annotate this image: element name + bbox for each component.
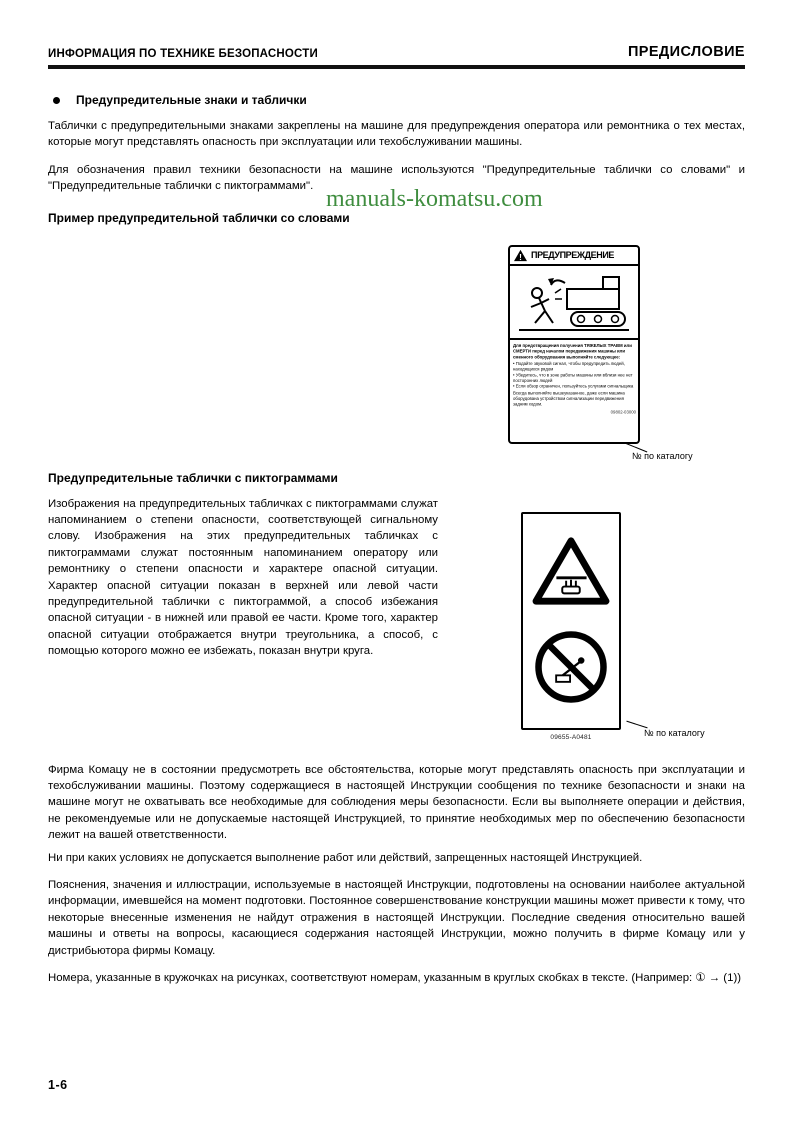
watermark-text: manuals-komatsu.com [326, 186, 543, 212]
warning-plate-outro: Всегда выполняйте вышеуказанное, даже если машина оборудована устройством сигнализации передвижения задним ходом. [513, 390, 625, 407]
warning-plate-bullet-3: • Если обзор ограничен, пользуйтесь услугами сигнальщика [513, 383, 634, 389]
warning-plate-small-text [510, 340, 638, 442]
header-section-title: ИНФОРМАЦИЯ ПО ТЕХНИКЕ БЕЗОПАСНОСТИ [48, 48, 318, 60]
section-heading-signs [48, 93, 745, 107]
paragraph-prohibited-work: Ни при каких условиях не допускается выполнение работ или действий, запрещенных настоящей Инструкцией. [48, 851, 643, 864]
section-heading-signs-label: Предупредительные знаки и таблички [76, 93, 307, 107]
warning-plate-bullet-1: • Подайте звуковой сигнал, чтобы предупредить людей, находящихся рядом [513, 360, 625, 372]
warning-plate-title: ПРЕДУПРЕЖДЕНИЕ [531, 250, 614, 261]
catalog-number-note: № по каталогу [644, 727, 705, 738]
warning-plate [508, 245, 640, 444]
warning-plate-part-number: 09802-03000 [610, 409, 636, 415]
paragraph-signs-2: Для обозначения правил техники безопасности на машине используются "Предупредительные таблички со словами" и "Предупредительные таблички с пиктограммами". [48, 163, 745, 193]
paragraph-pictogram: Изображения на предупредительных табличках с пиктограммами служат напоминанием о степени опасности, соответствующей сигнальному слову. Изображения на этих предупредительных табличках с пиктограммами служат постоянным напоминанием оператору или ремонтнику о степени опасности и характере опасной ситуации. Характер опасной ситуации показан в верхней или левой части предупредительной таблички с пиктограммой, а способ избежания опасной ситуации - в нижней или правой ее части. Кроме того, характер опасной ситуации отображается внутри треугольника, а способ, с помощью которого можно ее избежать, показан внутри круга. [48, 497, 438, 658]
page-number: 1-6 [48, 1078, 68, 1092]
word-warning-plate-figure [48, 225, 745, 467]
crush-hazard-pictogram [510, 266, 638, 340]
warning-plate-intro: Для предотвращения получения ТЯЖЕЛЫХ ТРАВМ или СМЕРТИ перед началом передвижения машины или сменного оборудования выполняйте следующее: [513, 342, 632, 359]
paragraph-circled-numbers: Номера, указанные в кружочках на рисунках, соответствуют номерам, указанным в круглых скобках в тексте. (Например: ① → (1)) [48, 972, 742, 985]
hand-crush-warning-triangle-icon [530, 535, 612, 607]
paragraph-signs-1: Таблички с предупредительными знаками закреплены на машине для предупреждения оператора или ремонтника о тех местах, которые могут представлять опасность при эксплуатации или техобслуживании машины. [48, 120, 745, 149]
heading-pictogram-labels: Предупредительные таблички с пиктограммами [48, 470, 338, 485]
prohibition-circle-icon [532, 628, 610, 706]
catalog-number-note: № по каталогу [632, 450, 693, 461]
pictogram-plate-figure [48, 496, 745, 752]
pictogram-plate [521, 512, 621, 730]
pictogram-plate-part-number: 09655-A0481 [550, 733, 592, 741]
header-chapter-title: ПРЕДИСЛОВИЕ [627, 44, 745, 60]
paragraph-liability: Фирма Комацу не в состоянии предусмотреть все обстоятельства, которые могут представлять опасность при эксплуатации и техобслуживании машины. Поэтому содержащиеся в настоящей Инструкции сообщения по технике безопасности и знаки на машине могут не охватывать все необходимые для соблюдения меры безопасности. Если вы выполняете операции и действия, не рекомендуемые или не допускаемые настоящей Инструкцией, то принятие необходимых мер по обеспечению безопасности лежит на вашей ответственности. [48, 763, 745, 842]
machine-crush-illustration [511, 267, 637, 337]
warning-triangle-icon [513, 249, 528, 262]
page-header [48, 44, 745, 69]
warning-plate-bullet-2: • Убедитесь, что в зоне работы машины или вблизи нее нет посторонних людей [513, 371, 633, 383]
svg-text:!: ! [519, 251, 522, 262]
paragraph-manual-updates: Пояснения, значения и иллюстрации, используемые в настоящей Инструкции, подготовлены на основании наиболее актуальной информации, имевшейся на момент подготовки. Постоянное совершенствование конструкции машины может привести к тому, что некоторые внесенные изменения не найдут отражения в настоящей Инструкции. Последние сведения относительно вашей машины и ответы на вопросы, касающиеся содержания настоящей Инструкции, можно получить в фирме Комацу или у дистрибьютора фирмы Комацу. [48, 879, 745, 957]
warning-plate-header [510, 247, 638, 266]
closing-paragraphs [48, 762, 745, 987]
bullet-icon [53, 97, 60, 104]
heading-word-label-example: Пример предупредительной таблички со словами [48, 210, 350, 225]
